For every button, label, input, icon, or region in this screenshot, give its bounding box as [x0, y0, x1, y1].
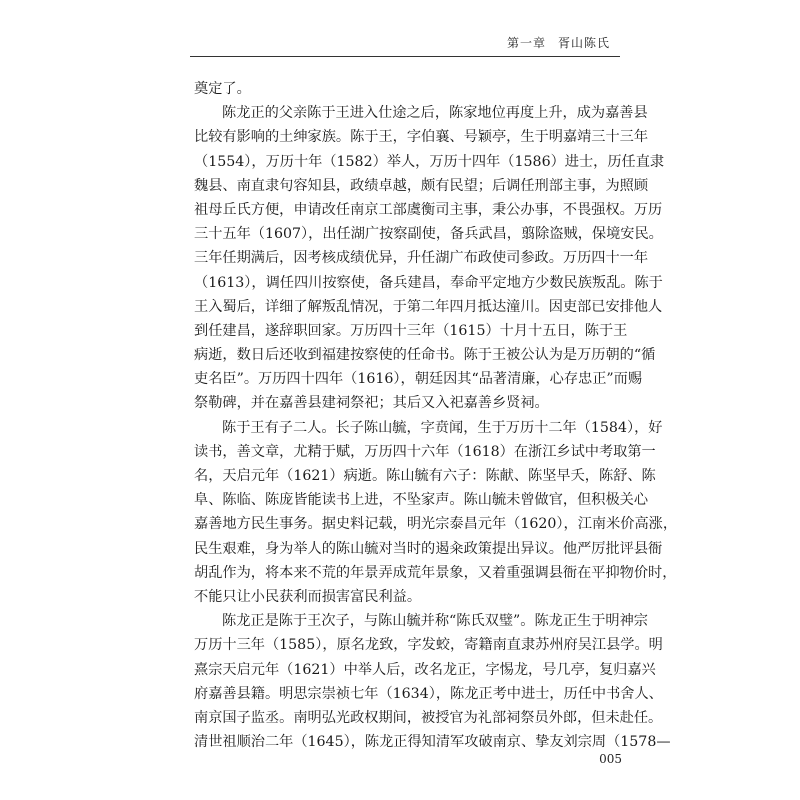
text-line: 南京国子监丞。南明弘光政权期间，被授官为礼部祠祭员外郎，但未赴任。 [194, 709, 663, 726]
text-line: 奠定了。 [194, 81, 251, 97]
text-line: 祖母丘氏方便，申请改任南京工部虞衡司主事，秉公办事，不畏强权。万历 [194, 201, 663, 218]
text-line: 祭勒碑，并在嘉善县建祠祭祀；其后又入祀嘉善乡贤祠。 [194, 395, 549, 412]
text-line: 不能只让小民获利而损害富民利益。 [194, 588, 422, 605]
text-line: 名，天启元年（1621）病逝。陈山毓有六子：陈献、陈坚早夭，陈舒、陈 [194, 468, 656, 484]
chapter-title: 胥山陈氏 [557, 36, 610, 50]
text-line: 万历十三年（1585），原名龙致，字发蛟，寄籍南直隶苏州府吴江县学。明 [194, 637, 663, 654]
text-line: 清世祖顺治二年（1645），陈龙正得知清军攻破南京、挚友刘宗周（1578— [194, 734, 671, 751]
page-number: 005 [599, 752, 622, 766]
text-line: 熹宗天启元年（1621）中举人后，改名龙正，字惕龙，号几亭，复归嘉兴 [194, 661, 656, 678]
text-line: 陈于王有子二人。长子陈山毓，字贲闻，生于万历十二年（1584），好 [222, 419, 663, 436]
chapter-label: 第一章 [506, 36, 546, 50]
header-rule [190, 56, 620, 57]
text-line: 吏名臣”。万历四十四年（1616），朝廷因其“品著清廉，心存忠正”而赐 [194, 371, 643, 388]
text-line: 王入蜀后，详细了解叛乱情况，于第二年四月抵达潼川。因吏部已安排他人 [194, 298, 663, 315]
text-line: 府嘉善县籍。明思宗崇祯七年（1634），陈龙正考中进士，历任中书舍人、 [194, 685, 663, 702]
text-line: 比较有影响的土绅家族。陈于王，字伯襄、号颖亭，生于明嘉靖三十三年 [194, 129, 649, 146]
text-line: 阜、陈临、陈庞皆能读书上进，不坠家声。陈山毓未曾做官，但积极关心 [194, 492, 649, 509]
text-line: （1613），调任四川按察使，备兵建昌，奉命平定地方少数民族叛乱。陈于 [194, 274, 663, 291]
text-line: 陈龙正的父亲陈于王进入仕途之后，陈家地位再度上升，成为嘉善县 [222, 105, 648, 122]
text-line: 陈龙正是陈于王次子，与陈山毓并称“陈氏双璧”。陈龙正生于明神宗 [222, 613, 648, 630]
text-line: 三十五年（1607），出任湖广按察副使，备兵武昌，翦除盗贼，保境安民。 [194, 226, 663, 243]
text-line: 嘉善地方民生事务。据史料记载，明光宗泰昌元年（1620），江南米价高涨， [194, 516, 678, 533]
text-line: 到任建昌，遂辞职回家。万历四十三年（1615）十月十五日，陈于王 [194, 322, 628, 339]
running-header [495, 34, 610, 51]
text-line: 魏县、南直隶句容知县，政绩卓越，颇有民望；后调任刑部主事，为照顾 [194, 177, 649, 194]
text-line: 三年任期满后，因考核成绩优异，升任湖广布政使司参政。万历四十一年 [194, 250, 649, 267]
text-line: 病逝，数日后还收到福建按察使的任命书。陈于王被公认为是万历朝的“循 [194, 347, 656, 364]
text-line: 读书，善文章，尤精于赋，万历四十六年（1618）在浙江乡试中考取第一 [194, 443, 656, 460]
text-line: （1554），万历十年（1582）举人，万历十四年（1586）进士，历任直隶 [194, 153, 665, 170]
text-line: 民生艰难，身为举人的陈山毓对当时的遏籴政策提出异议。他严厉批评县衙 [194, 540, 663, 557]
body-text [194, 77, 678, 754]
text-line: 胡乱作为，将本来不荒的年景弄成荒年景象，又着重强调县衙在平抑物价时， [194, 564, 677, 581]
